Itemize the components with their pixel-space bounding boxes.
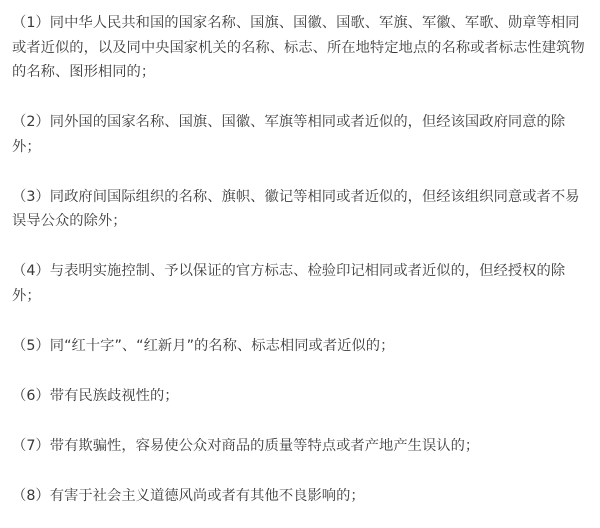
clause-3: （3）同政府间国际组织的名称、旗帜、徽记等相同或者近似的，但经该组织同意或者不易误导公众的除外； — [12, 188, 580, 229]
clause-7: （7）带有欺骗性，容易使公众对商品的质量等特点或者产地产生误认的； — [12, 437, 480, 454]
clause-5: （5）同“红十字”、“红新月”的名称、标志相同或者近似的； — [12, 337, 395, 354]
clause-6: （6）带有民族歧视性的； — [12, 387, 179, 404]
clause-4: （4）与表明实施控制、予以保证的官方标志、检验印记相同或者近似的，但经授权的除外； — [12, 263, 566, 304]
clause-1: （1）同中华人民共和国的国家名称、国旗、国徽、国歌、军旗、军徽、军歌、勋章等相同或者近似的，以及同中央国家机关的名称、标志、所在地特定地点的名称或者标志性建筑物的名称、图形相同的； — [12, 15, 585, 80]
clause-2: （2）同外国的国家名称、国旗、国徽、军旗等相同或者近似的，但经该国政府同意的除外； — [12, 114, 566, 155]
clause-8: （8）有害于社会主义道德风尚或者有其他不良影响的； — [12, 487, 365, 504]
